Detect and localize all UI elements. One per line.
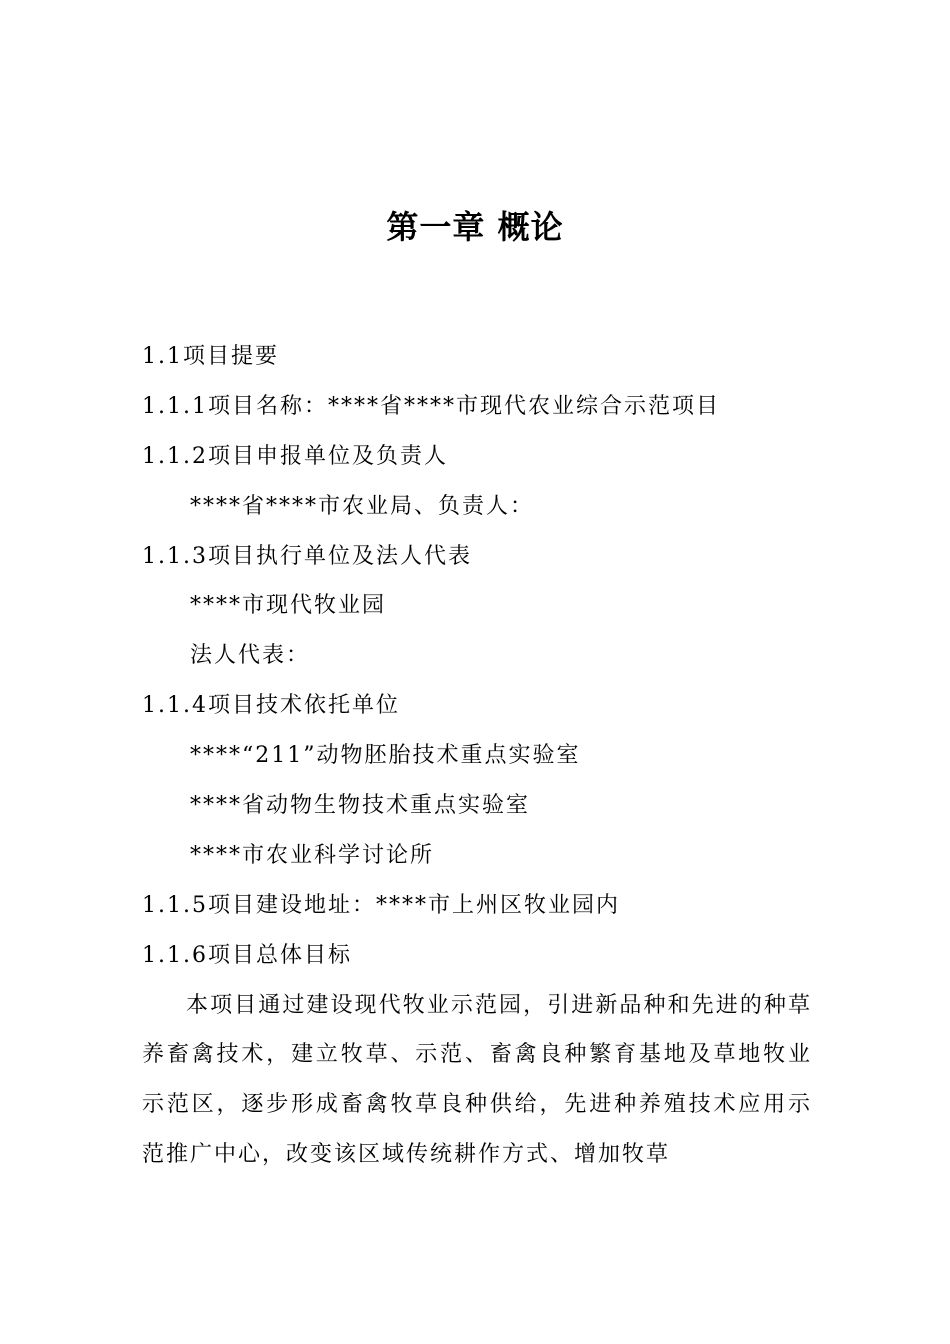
legal-rep-line: 法人代表：: [190, 643, 311, 669]
tech-support-line-3: ****市农业科学讨论所: [190, 842, 435, 868]
applicant-line: ****省****市农业局、负责人：: [190, 493, 535, 519]
overall-goal-heading: 1.1.6项目总体目标: [142, 942, 352, 968]
site-address-line: 1.1.5项目建设地址：****市上州区牧业园内: [142, 892, 620, 918]
tech-support-line-2: ****省动物生物技术重点实验室: [190, 793, 531, 819]
applicant-heading: 1.1.2项目申报单位及负责人: [142, 443, 448, 469]
project-name-line: 1.1.1项目名称：****省****市现代农业综合示范项目: [142, 393, 720, 419]
tech-support-line-1: ****“211”动物胚胎技术重点实验室: [190, 743, 581, 769]
document-body: [142, 332, 812, 1180]
executor-heading: 1.1.3项目执行单位及法人代表: [142, 543, 472, 569]
chapter-title: 第一章 概论: [386, 208, 564, 246]
executor-line: ****市现代牧业园: [190, 593, 387, 619]
tech-support-heading: 1.1.4项目技术依托单位: [142, 693, 400, 719]
section-heading: 1.1项目提要: [142, 344, 279, 369]
overall-goal-paragraph: 本项目通过建设现代牧业示范园，引进新品种和先进的种草养畜禽技术，建立牧草、示范、畜禽良种繁育基地及草地牧业示范区，逐步形成畜禽牧草良种供给，先进种养殖技术应用示范推广中心，改变该区域传统耕作方式、增加牧草: [142, 992, 812, 1168]
